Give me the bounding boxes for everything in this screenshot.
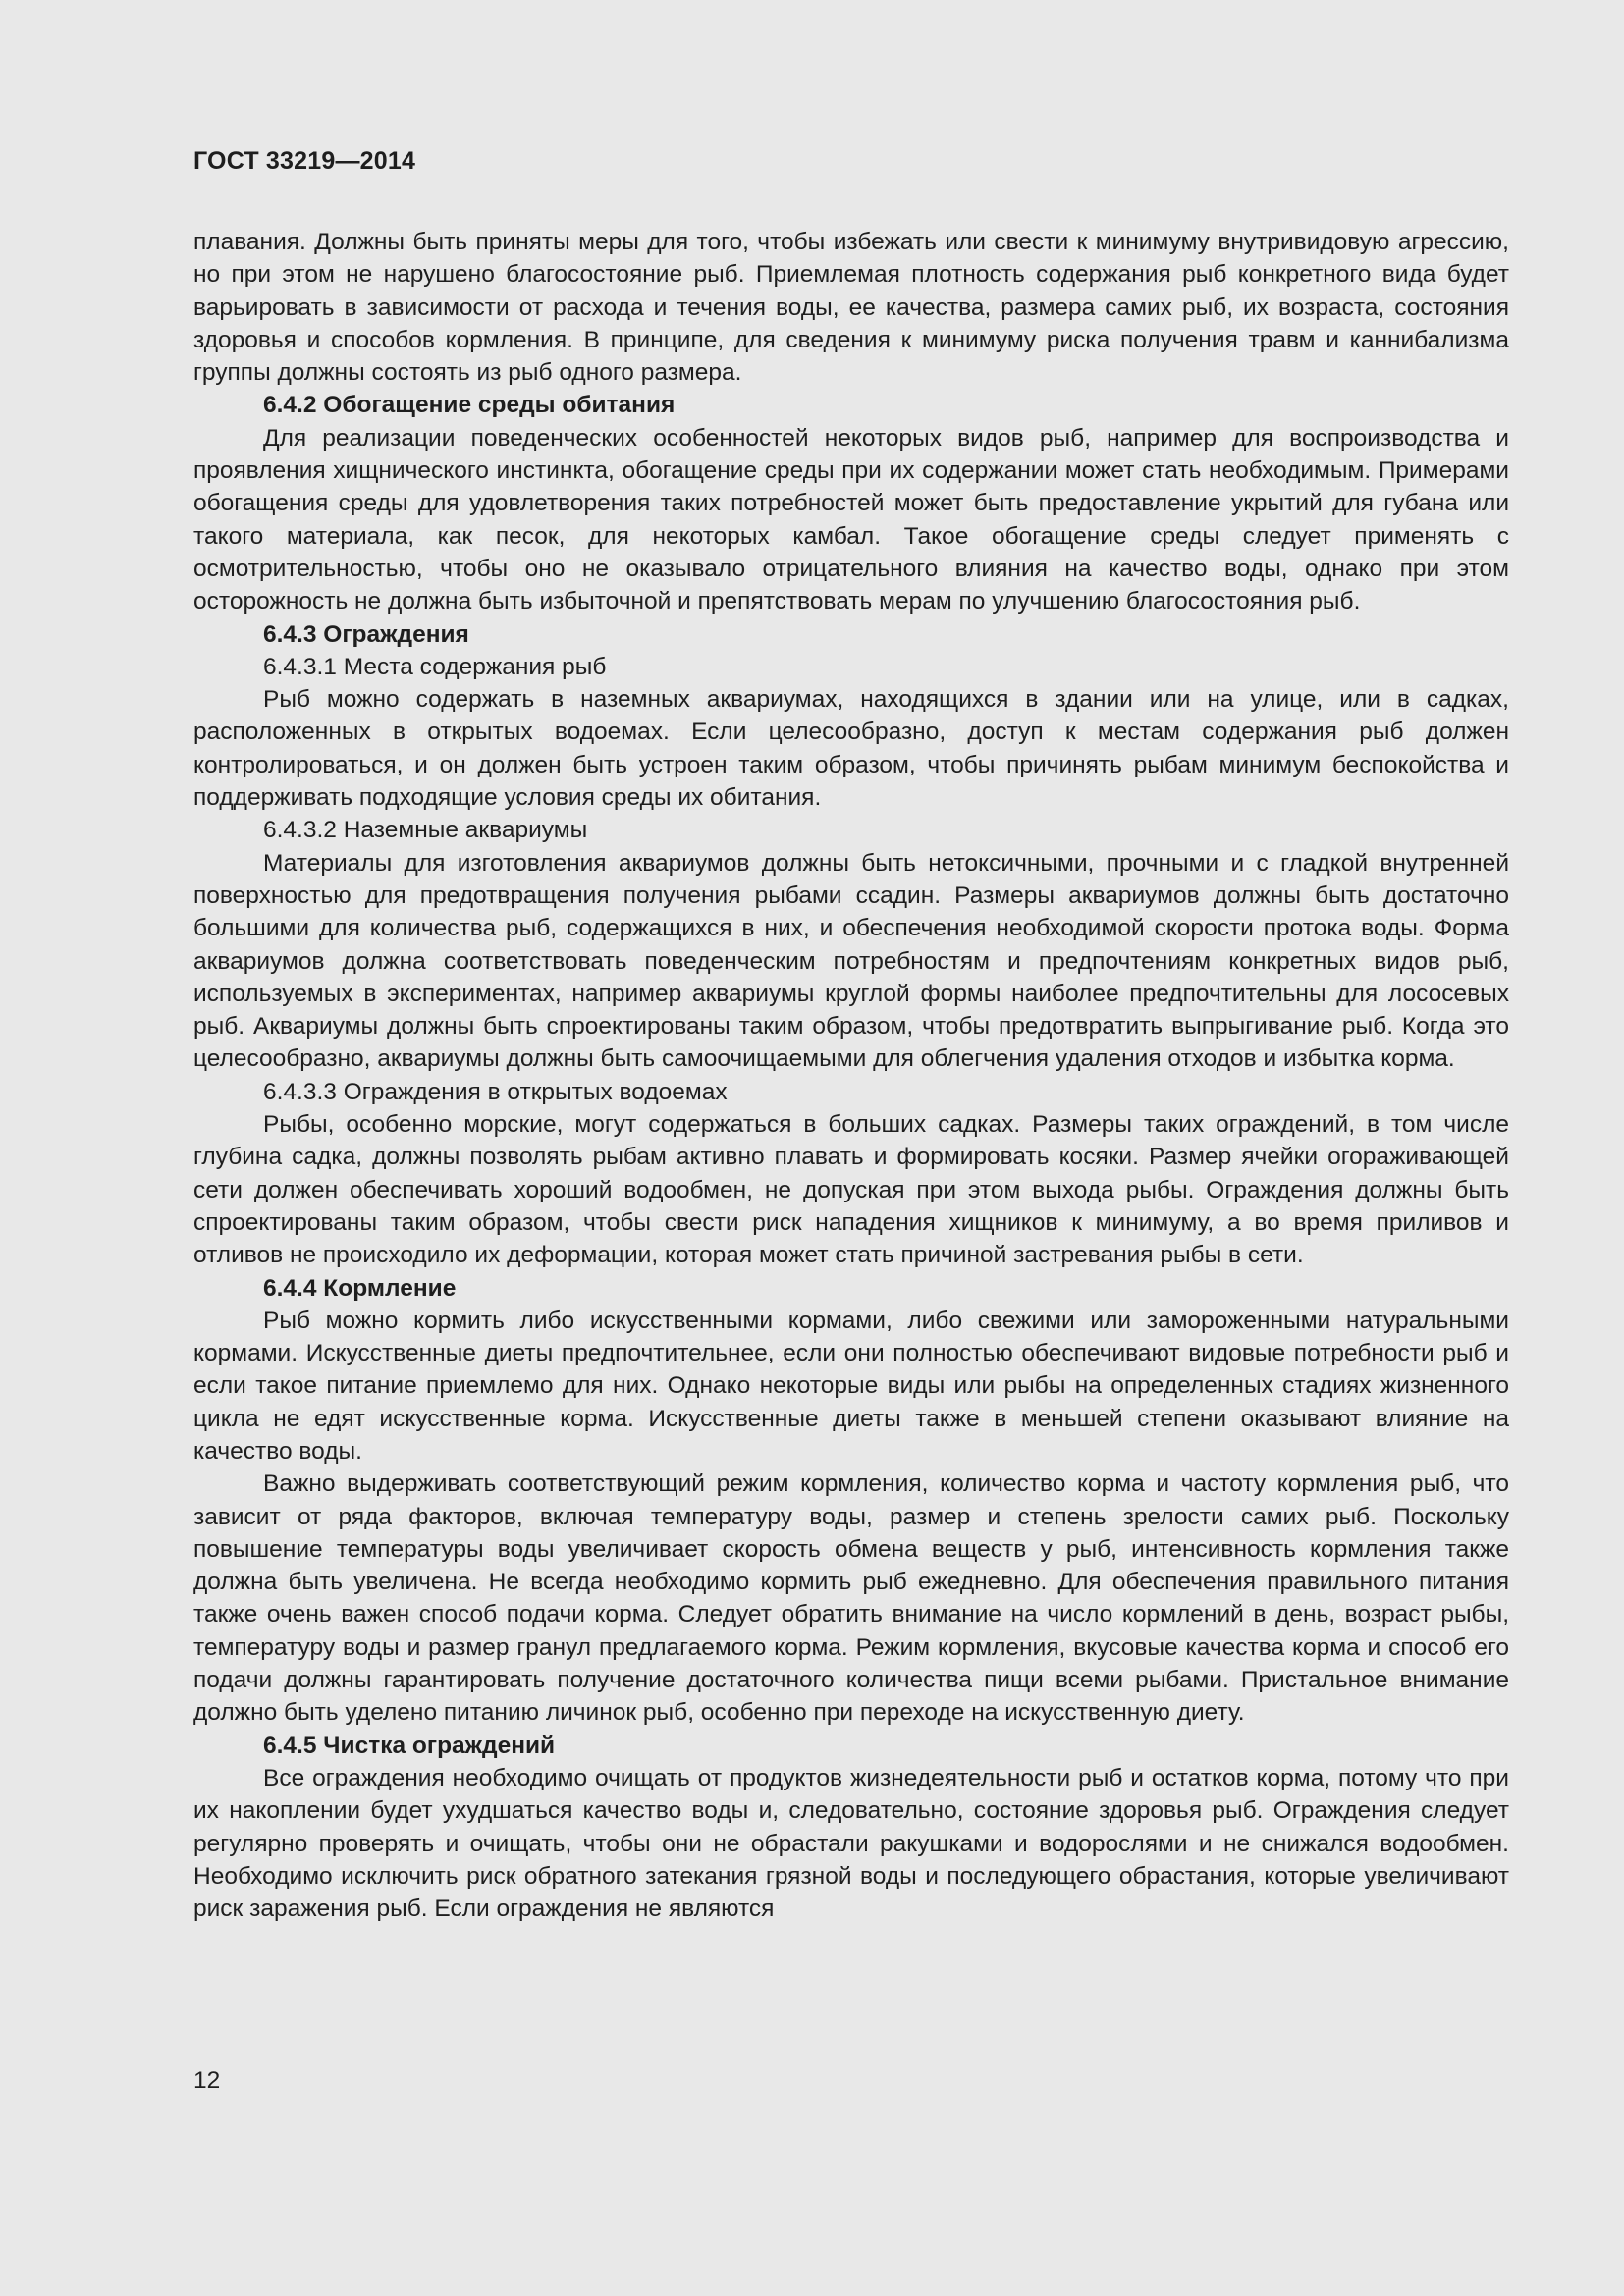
page-content bbox=[193, 226, 1509, 1925]
section-heading-6-4-2: 6.4.2 Обогащение среды обитания bbox=[263, 392, 676, 419]
body-paragraph: Все ограждения необходимо очищать от продуктов жизнедеятельности рыб и остатков корма, потому что при их накоплении будет ухудшаться качество воды и, следовательно, состояние здоровья рыб. Ограждения следует регулярно проверять и очищать, чтобы они не обрастали ракушками и водорослями и не снижался водообмен. Необходимо исключить риск обратного затекания грязной воды и последующего обрастания, которые увеличивают риск заражения рыб. Если ограждения не являются bbox=[193, 1764, 1509, 1923]
body-paragraph: Рыб можно кормить либо искусственными кормами, либо свежими или замороженными натуральными кормами. Искусственные диеты предпочтительнее, если они полностью обеспечивают видовые потребности рыб и если такое питание приемлемо для них. Однако некоторые виды или рыбы на определенных стадиях жизненного цикла не едят искусственные корма. Искусственные диеты также в меньшей степени оказывают влияние на качество воды. bbox=[193, 1307, 1509, 1465]
body-paragraph: Важно выдерживать соответствующий режим кормления, количество корма и частоту кормления рыб, что зависит от ряда факторов, включая температуру воды, размер и степень зрелости самих рыб. Поскольку повышение температуры воды увеличивает скорость обмена веществ у рыб, интенсивность кормления также должна быть увеличена. Не всегда необходимо кормить рыб ежедневно. Для обеспечения правильного питания также очень важен способ подачи корма. Следует обратить внимание на число кормлений в день, возраст рыбы, температуру воды и размер гранул предлагаемого корма. Режим кормления, вкусовые качества корма и способ его подачи должны гарантировать получение достаточного количества пищи всеми рыбами. Пристальное внимание должно быть уделено питанию личинок рыб, особенно при переходе на искусственную диету. bbox=[193, 1470, 1509, 1727]
body-paragraph: Для реализации поведенческих особенностей некоторых видов рыб, например для воспроизводства и проявления хищнического инстинкта, обогащение среды при их содержании может стать необходимым. Примерами обогащения среды для удовлетворения таких потребностей может быть предоставление укрытий для губана или такого материала, как песок, для некоторых камбал. Такое обогащение среды следует применять с осмотрительностью, чтобы оно не оказывало отрицательного влияния на качество воды, однако при этом осторожность не должна быть избыточной и препятствовать мерам по улучшению благосостояния рыб. bbox=[193, 424, 1509, 615]
section-heading-6-4-3: 6.4.3 Ограждения bbox=[263, 620, 469, 648]
subsection-heading-6-4-3-2: 6.4.3.2 Наземные аквариумы bbox=[263, 817, 588, 844]
document-code-header: ГОСТ 33219—2014 bbox=[193, 147, 416, 175]
page-number: 12 bbox=[193, 2067, 221, 2094]
body-paragraph: Рыбы, особенно морские, могут содержаться в больших садках. Размеры таких ограждений, в том числе глубина садка, должны позволять рыбам активно плавать и формировать косяки. Размер ячейки огораживающей сети должен обеспечивать хороший водообмен, не допуская при этом выхода рыбы. Ограждения должны быть спроектированы таким образом, чтобы свести риск нападения хищников к минимуму, а во время приливов и отливов не происходило их деформации, которая может стать причиной застревания рыбы в сети. bbox=[193, 1111, 1509, 1269]
body-paragraph: плавания. Должны быть приняты меры для того, чтобы избежать или свести к минимуму внутривидовую агрессию, но при этом не нарушено благосостояние рыб. Приемлемая плотность содержания рыб конкретного вида будет варьировать в зависимости от расхода и течения воды, ее качества, размера самих рыб, их возраста, состояния здоровья и способов кормления. В принципе, для сведения к минимуму риска получения травм и каннибализма группы должны состоять из рыб одного размера. bbox=[193, 229, 1509, 387]
section-heading-6-4-5: 6.4.5 Чистка ограждений bbox=[263, 1732, 556, 1759]
subsection-heading-6-4-3-1: 6.4.3.1 Места содержания рыб bbox=[263, 653, 607, 680]
body-paragraph: Рыб можно содержать в наземных аквариумах, находящихся в здании или на улице, или в садках, расположенных в открытых водоемах. Если целесообразно, доступ к местам содержания рыб должен контролироваться, и он должен быть устроен таким образом, чтобы причинять рыбам минимум беспокойства и поддерживать подходящие условия среды их обитания. bbox=[193, 686, 1509, 812]
body-paragraph: Материалы для изготовления аквариумов должны быть нетоксичными, прочными и с гладкой внутренней поверхностью для предотвращения получения рыбами ссадин. Размеры аквариумов должны быть достаточно большими для количества рыб, содержащихся в них, и обеспечения необходимой скорости протока воды. Форма аквариумов должна соответствовать поведенческим потребностям и предпочтениям конкретных видов рыб, используемых в экспериментах, например аквариумы круглой формы наиболее предпочтительны для лососевых рыб. Аквариумы должны быть спроектированы таким образом, чтобы предотвратить выпрыгивание рыб. Когда это целесообразно, аквариумы должны быть самоочищаемыми для облегчения удаления отходов и избытка корма. bbox=[193, 849, 1509, 1073]
section-heading-6-4-4: 6.4.4 Кормление bbox=[263, 1274, 457, 1302]
subsection-heading-6-4-3-3: 6.4.3.3 Ограждения в открытых водоемах bbox=[263, 1078, 728, 1105]
